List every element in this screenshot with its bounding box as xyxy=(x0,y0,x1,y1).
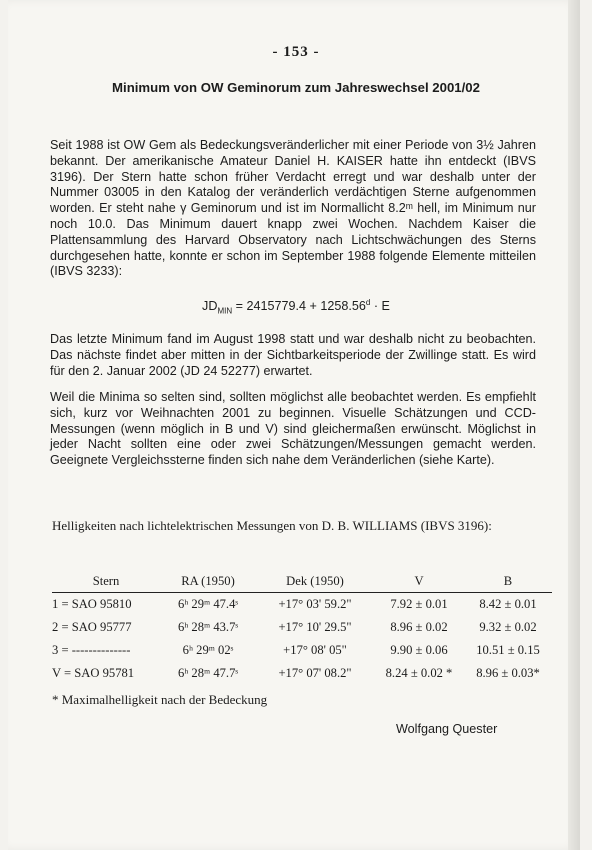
cell-b: 8.96 ± 0.03* xyxy=(476,666,540,680)
cell-dek: +17° 03' 59.2" xyxy=(278,597,352,611)
cell-v: 9.90 ± 0.06 xyxy=(390,643,448,657)
cell-ra: 6ʰ 29ᵐ 02ˢ xyxy=(182,643,234,657)
cell-star: 2 = SAO 95777 xyxy=(52,620,132,634)
formula-superscript: d xyxy=(365,298,371,307)
page-edge-shadow xyxy=(568,0,580,850)
article-title: Minimum von OW Geminorum zum Jahreswechsel 2001/02 xyxy=(112,80,480,95)
cell-star: V = SAO 95781 xyxy=(52,666,135,680)
cell-v: 7.92 ± 0.01 xyxy=(390,597,448,611)
cell-b: 10.51 ± 0.15 xyxy=(476,643,540,657)
formula-tail: · E xyxy=(370,299,390,314)
table-row xyxy=(52,639,552,662)
paragraph-observing-call: Weil die Minima so selten sind, sollten möglichst alle beobachtet werden. Es empfiehlt sich, kurz vor Weihnachten 2001 zu beginnen. Visuelle Schätzungen und CCD-Messungen (wenn möglich in B und V) sind gleichermaßen erwünscht. Möglichst in jeder Nacht sollten eine oder zwei Schätzungen/Messungen gemacht werden. Geeignete Vergleichssterne finden sich nahe dem Veränderlichen (siehe Karte). xyxy=(50,390,536,468)
cell-b: 9.32 ± 0.02 xyxy=(479,620,537,634)
cell-dek: +17° 10' 29.5" xyxy=(278,620,352,634)
table-row xyxy=(52,662,552,685)
formula-rhs: = 2415779.4 + 1258.56 xyxy=(232,299,366,314)
cell-dek: +17° 07' 08.2" xyxy=(278,666,352,680)
table-row xyxy=(52,593,552,617)
table-row xyxy=(52,616,552,639)
cell-dek: +17° 08' 05" xyxy=(283,643,347,657)
col-header-v: V xyxy=(374,572,464,593)
table-caption: Helligkeiten nach lichtelektrischen Messungen von D. B. WILLIAMS (IBVS 3196): xyxy=(52,518,492,533)
formula-subscript: MIN xyxy=(217,306,233,316)
paragraph-intro: Seit 1988 ist OW Gem als Bedeckungsveränderlicher mit einer Periode von 3½ Jahren bekannt. Der amerikanische Amateur Daniel H. KAISER hatte ihn entdeckt (IBVS 3196). Der Stern hatte schon früher Verdacht erregt und war deshalb unter der Nummer 03005 in den Katalog der veränderlich verdächtigen Sterne aufgenommen worden. Er steht nahe γ Geminorum und ist im Normallicht 8.2ᵐ hell, im Minimum nur noch 10.0. Das Minimum dauert knapp zwei Wochen. Nachdem Kaiser die Plattensammlung des Harvard Observatory nach Lichtschwächungen des Sterns durchgesehen hatte, konnte er schon im September 1988 folgende Elemente mitteilen (IBVS 3233): xyxy=(50,138,536,279)
author-signature: Wolfgang Quester xyxy=(396,722,498,736)
comparison-star-table xyxy=(52,572,552,685)
page-number: - 153 - xyxy=(272,44,320,60)
cell-star: 3 = -------------- xyxy=(52,643,131,657)
cell-star: 1 = SAO 95810 xyxy=(52,597,132,611)
cell-ra: 6ʰ 28ᵐ 43.7ˢ xyxy=(177,620,239,634)
footnote: * Maximalhelligkeit nach der Bedeckung xyxy=(52,692,268,707)
formula-jd: JD xyxy=(202,299,218,314)
cell-b: 8.42 ± 0.01 xyxy=(479,597,537,611)
cell-v: 8.24 ± 0.02 * xyxy=(385,666,453,680)
paragraph-last-minimum: Das letzte Minimum fand im August 1998 statt und war deshalb nicht zu beobachten. Das nächste findet aber mitten in der Sichtbarkeitsperiode der Zwillinge statt. Es wird für den 2. Januar 2002 (JD 24 52277) erwartet. xyxy=(50,332,536,378)
cell-ra: 6ʰ 29ᵐ 47.4ˢ xyxy=(177,597,239,611)
col-header-dek: Dek (1950) xyxy=(256,572,374,593)
cell-v: 8.96 ± 0.02 xyxy=(390,620,448,634)
ephemeris-formula xyxy=(0,298,592,316)
col-header-b: B xyxy=(464,572,552,593)
cell-ra: 6ʰ 28ᵐ 47.7ˢ xyxy=(177,666,239,680)
col-header-star: Stern xyxy=(52,572,160,593)
table-header-row xyxy=(52,572,552,593)
col-header-ra: RA (1950) xyxy=(160,572,256,593)
